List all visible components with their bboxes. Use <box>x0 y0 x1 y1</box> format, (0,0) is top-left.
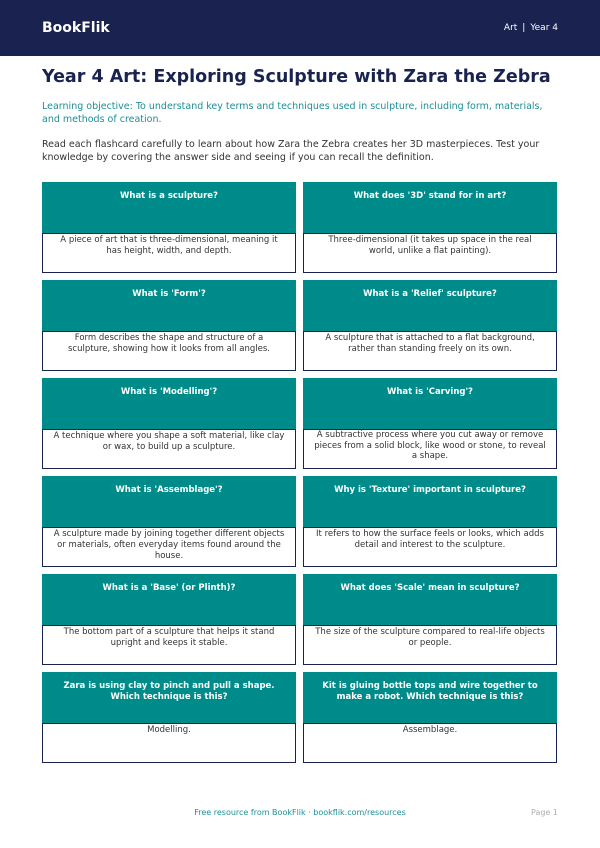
flashcard[interactable] <box>42 280 296 371</box>
brand-logo[interactable]: BookFlik <box>42 20 110 36</box>
flashcard[interactable] <box>303 182 557 273</box>
flashcard-grid <box>42 182 557 763</box>
footer-text[interactable]: Free resource from BookFlik · bookflik.com/resources <box>194 808 406 817</box>
breadcrumb-subject[interactable]: Art <box>503 23 518 33</box>
flashcard-answer: The bottom part of a sculpture that helps it stand upright and keeps it stable. <box>42 625 296 665</box>
flashcard-question: Kit is gluing bottle tops and wire together to make a robot. Which technique is this? <box>303 672 557 723</box>
flashcard[interactable] <box>42 476 296 567</box>
flashcard[interactable] <box>303 672 557 763</box>
flashcard-question: What is 'Carving'? <box>303 378 557 429</box>
flashcard-question: What is 'Assemblage'? <box>42 476 296 527</box>
flashcard[interactable] <box>303 378 557 469</box>
flashcard[interactable] <box>303 574 557 665</box>
flashcard-answer: Assemblage. <box>303 723 557 763</box>
flashcard-answer: Three-dimensional (it takes up space in the real world, unlike a flat painting). <box>303 233 557 273</box>
flashcard[interactable] <box>303 476 557 567</box>
flashcard-answer: A piece of art that is three-dimensional, meaning it has height, width, and depth. <box>42 233 296 273</box>
flashcard-question: Why is 'Texture' important in sculpture? <box>303 476 557 527</box>
flashcard[interactable] <box>42 574 296 665</box>
flashcard-question: Zara is using clay to pinch and pull a shape. Which technique is this? <box>42 672 296 723</box>
page-title: Year 4 Art: Exploring Sculpture with Zara the Zebra <box>42 67 551 87</box>
intro-text: Read each flashcard carefully to learn about how Zara the Zebra creates her 3D masterpieces. Test your knowledge by covering the answer side and seeing if you can recall the definition. <box>42 139 540 163</box>
flashcard-question: What does 'Scale' mean in sculpture? <box>303 574 557 625</box>
flashcard-answer: It refers to how the surface feels or looks, which adds detail and interest to the sculpture. <box>303 527 557 567</box>
flashcard-question: What is 'Form'? <box>42 280 296 331</box>
flashcard-question: What is a 'Relief' sculpture? <box>303 280 557 331</box>
breadcrumb-separator: | <box>522 23 526 33</box>
flashcard-question: What is a sculpture? <box>42 182 296 233</box>
flashcard-answer: A subtractive process where you cut away or remove pieces from a solid block, like wood or stone, to reveal a shape. <box>303 429 557 469</box>
flashcard[interactable] <box>303 280 557 371</box>
flashcard-question: What does '3D' stand for in art? <box>303 182 557 233</box>
flashcard-answer: A sculpture made by joining together different objects or materials, often everyday items found around the house. <box>42 527 296 567</box>
flashcard[interactable] <box>42 378 296 469</box>
flashcard-answer: Form describes the shape and structure of a sculpture, showing how it looks from all angles. <box>42 331 296 371</box>
flashcard-answer: A technique where you shape a soft material, like clay or wax, to build up a sculpture. <box>42 429 296 469</box>
flashcard-question: What is a 'Base' (or Plinth)? <box>42 574 296 625</box>
flashcard-answer: A sculpture that is attached to a flat background, rather than standing freely on its own. <box>303 331 557 371</box>
flashcard[interactable] <box>42 672 296 763</box>
learning-objective: Learning objective: To understand key terms and techniques used in sculpture, including form, materials, and methods of creation. <box>42 101 543 125</box>
flashcard-answer: The size of the sculpture compared to real-life objects or people. <box>303 625 557 665</box>
breadcrumb-year[interactable]: Year 4 <box>530 23 558 33</box>
header-bar <box>0 0 600 56</box>
flashcard[interactable] <box>42 182 296 273</box>
breadcrumb <box>504 23 558 33</box>
page-number: Page 1 <box>531 808 558 817</box>
flashcard-answer: Modelling. <box>42 723 296 763</box>
flashcard-question: What is 'Modelling'? <box>42 378 296 429</box>
